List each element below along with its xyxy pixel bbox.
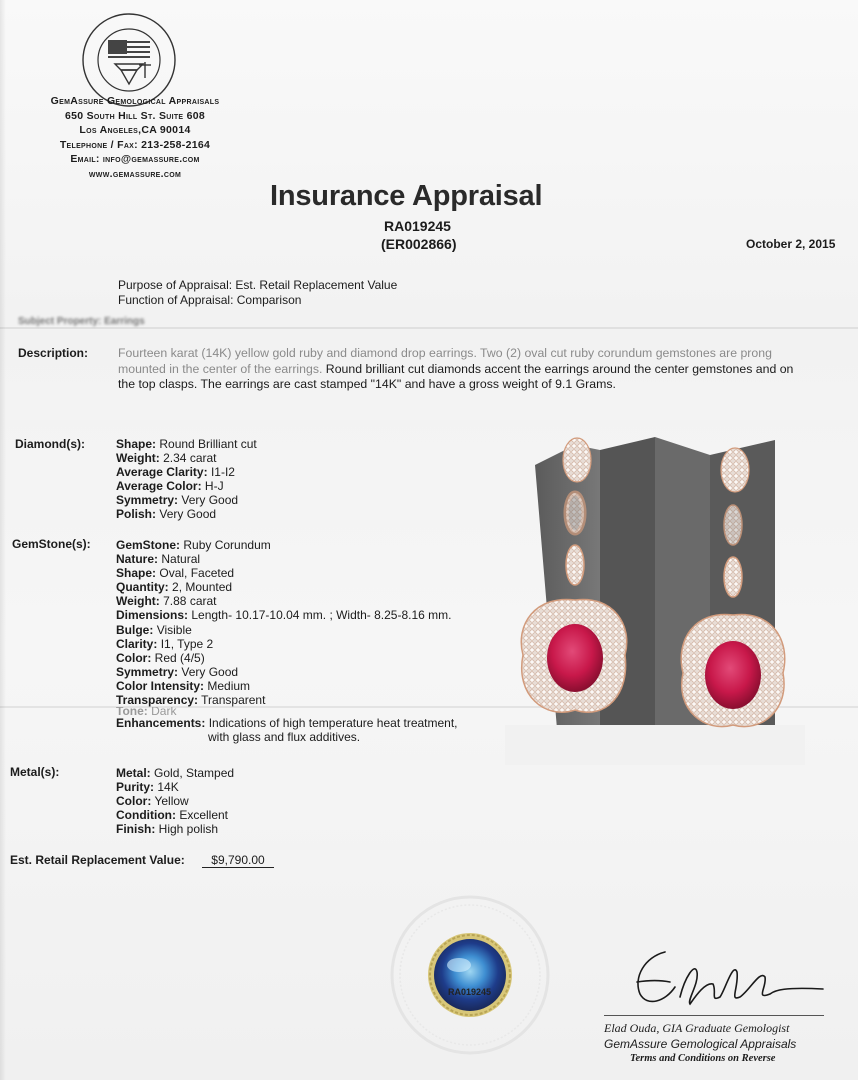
company-city: Los Angeles,CA 90014 [79, 124, 191, 136]
metals-fields [116, 766, 234, 836]
reference-number: RA019245 [384, 218, 451, 234]
gem-quantity-row: Quantity: 2, Mounted [116, 580, 233, 595]
company-website: www.gemassure.com [88, 167, 182, 180]
company-address-block [22, 94, 248, 181]
gem-bulge-row: Bulge: Visible [116, 622, 192, 637]
gemstones-label: GemStone(s): [12, 537, 91, 551]
description-label: Description: [18, 346, 89, 360]
company-street: 650 South Hill St. Suite 608 [64, 109, 206, 122]
embossed-seal-icon [385, 895, 555, 1055]
gem-nature-row: Nature: Natural [116, 552, 201, 567]
hologram-number: RA019245 [448, 987, 492, 997]
gem-clarity-row: Clarity: I1, Type 2 [116, 636, 214, 651]
description-text-main: Round brilliant cut diamonds accent the earrings around the center gemstones and on the top clasps. The earrings are cast stamped "14K" and have a gross weight of 9.1 Grams. [118, 361, 794, 391]
diamond-clarity-row: Average Clarity: I1-I2 [116, 465, 235, 480]
gem-tone-row: Tone: Dark [116, 707, 177, 717]
valuation-label: Est. Retail Replacement Value: [10, 853, 185, 867]
metal-purity-row: Purity: 14K [116, 780, 179, 795]
gem-color-intensity-row: Color Intensity: Medium [116, 678, 251, 693]
terms-note: Terms and Conditions on Reverse [630, 1053, 776, 1064]
purpose-of-appraisal: Purpose of Appraisal: Est. Retail Replacement Value [118, 278, 398, 292]
gem-color-row: Color: Red (4/5) [116, 650, 205, 665]
company-name: GemAssure Gemological Appraisals [50, 95, 220, 107]
metal-color-row: Color: Yellow [116, 794, 189, 809]
gem-symmetry-row: Symmetry: Very Good [116, 664, 239, 679]
gem-weight-row: Weight: 7.88 carat [116, 594, 217, 609]
metals-label: Metal(s): [10, 765, 60, 779]
diamond-color-row: Average Color: H-J [116, 479, 224, 494]
gem-enhancements-row: Enhancements: Indications of high temperature heat treatment, [116, 716, 458, 731]
metal-type-row: Metal: Gold, Stamped [116, 766, 235, 780]
signature-image [625, 942, 825, 1012]
metal-finish-row: Finish: High polish [116, 822, 219, 837]
function-of-appraisal: Function of Appraisal: Comparison [118, 293, 302, 307]
subject-property: Subject Property: Earrings [18, 316, 145, 327]
purpose-block [118, 278, 397, 308]
diamond-symmetry-row: Symmetry: Very Good [116, 493, 239, 508]
scan-edge-shadow [0, 0, 6, 1080]
metal-condition-row: Condition: Excellent [116, 808, 229, 823]
diamonds-fields [116, 437, 257, 522]
diamond-shape-row: Shape: Round Brilliant cut [116, 437, 257, 451]
paper-fold [0, 327, 858, 329]
signatory-company: GemAssure Gemological Appraisals [604, 1037, 797, 1051]
gem-dimensions-row: Dimensions: Length- 10.17-10.04 mm. ; Width- 8.25-8.16 mm. [116, 608, 452, 623]
document-title: Insurance Appraisal [270, 180, 543, 212]
company-phone: Telephone / Fax: 213-258-2164 [59, 138, 211, 151]
gem-shape-row: Shape: Oval, Faceted [116, 566, 235, 581]
gem-enhancements-continued: with glass and flux additives. [208, 730, 361, 745]
description-text-faded: Fourteen karat (14K) yellow gold ruby and diamond drop earrings. Two (2) oval cut ruby corundum gemstones are prong mounted in the center of the earrings. [118, 346, 772, 376]
secondary-reference-number: (ER002866) [381, 236, 457, 252]
signature-line [604, 1015, 824, 1016]
company-email: Email: info@gemassure.com [70, 153, 200, 165]
appraisal-date: October 2, 2015 [746, 237, 836, 251]
earrings-photo [505, 425, 805, 765]
gem-transparency-row: Transparency: Transparent [116, 693, 266, 708]
valuation-amount: $9,790.00 [202, 853, 274, 868]
gem-type-row: GemStone: Ruby Corundum [116, 538, 271, 552]
description-text [118, 346, 808, 393]
gemstones-fields [116, 538, 458, 744]
diamond-weight-row: Weight: 2.34 carat [116, 451, 217, 466]
signatory-name: Elad Ouda, GIA Graduate Gemologist [604, 1021, 790, 1035]
diamonds-label: Diamond(s): [15, 437, 85, 451]
diamond-polish-row: Polish: Very Good [116, 507, 217, 522]
